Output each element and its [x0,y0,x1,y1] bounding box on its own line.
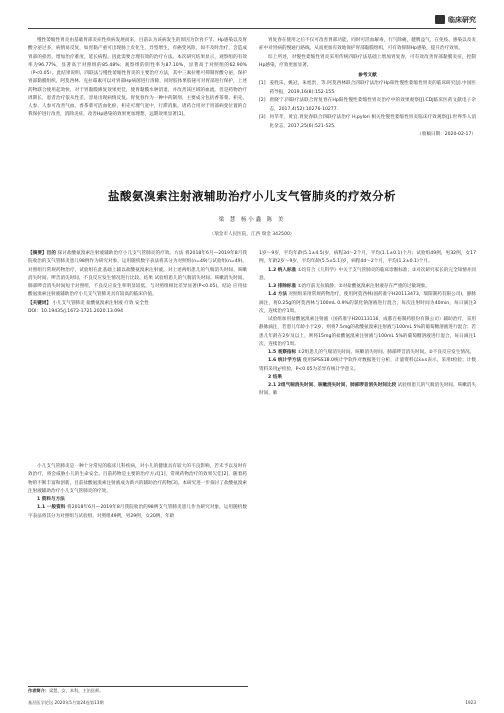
abstract-paragraph [28,250,247,300]
abstract-goal-label: 目的 [46,251,56,256]
reference-item [259,80,476,97]
received-date: （收稿日期：2020-02-17） [417,132,476,138]
inclusion-title: 1.2 纳入标准 [268,267,297,273]
author-note [28,687,248,694]
results-title: 2.1 2组气喘消失时间、咳嗽消失时间、肺部啰音消失时间比较 [268,383,397,388]
top-right-column [259,37,476,140]
article-affiliation: （瑞金市人民医院，江西 瑞金 342500） [209,232,295,237]
conclusion-paragraph-2: 综上所述，对慢性萎缩性胃炎采用传统四联疗法基础上增加胃复春，可有效改善胃部黏膜炎症，控制Hp感染，疗效更加显著。 [259,54,476,68]
results-text: 试验组患儿的气喘消失时间、咳嗽消失时间、肺 [259,383,477,397]
reference-number: [1] [259,81,266,87]
section-1-1-paragraph [28,504,247,521]
reference-text: 姜胜乐，姚冠，朱旭贵，等.阿莫西林联合四联疗法治疗Hp阳性慢性萎缩性胃炎的临床研究[J].中国医药导报，2019,16(8):152-155. [269,81,476,95]
keywords-label: 【关键词】 [28,300,51,306]
intro-paragraph: 小儿支气管肺炎是一种十分常见的临床儿科疾病，对小儿的健康具有较大的不良影响，若未予以及时有效治疗，将会威胁小儿的生命安全。目前药物是主要的治疗方式[1]，常规药物治疗的效果欠佳[2]，随着药物的不断丰富和创新，目前盐酸氨溴索注射液成为新兴的辅助治疗药物[3]。本研究进一步探讨了盐酸氨溴索注射液辅助治疗小儿支气管肺炎的疗效。 [28,464,247,494]
reference-number: [2] [259,98,266,104]
top-left-column [28,37,247,120]
author-note-box [28,686,248,694]
abstract-block [28,250,247,316]
reference-item [259,97,476,114]
keywords-text: 小儿支气管肺炎 盐酸氨溴索注射液 疗效 安全性 [52,300,149,306]
inclusion-text: ①均符合《儿科学》中关于支气管肺炎的临床诊断标准；②对次研究家长的完全知情并同意。 [259,267,476,281]
exclusion-paragraph [259,283,476,291]
reference-text: 唐晓宁.四联疗法联合胃复春在Hp阳性慢性萎缩性胃炎治疗中的效果观察[J].CDJ临床医药文献电子杂志，2017,4(52):10276-10277. [269,98,476,112]
results-paragraph [259,382,476,399]
intro-block [28,463,247,521]
method-paragraph [259,291,476,316]
method-title: 1.4 方法 [268,292,287,298]
observation-text: ①2组患儿的气喘消失时间、咳嗽消失时间、肺部啰音消失时间。②不良反应发生情况。 [297,350,475,355]
references-title: 参考文献 [358,73,377,78]
section-header [435,14,476,25]
abstract-text: 探讨盐酸氨溴索注射液辅助治疗小儿支气管肺炎的疗效。方法 将2018年6月—2019年8月我院收治的支气管肺炎患儿98例作为研究对象，运用随机数字表法将其分为对照组(n=49)与试验组(n=49)。对照组行常规药物治疗，试验组在此基础上辅以盐酸氨溴索注射液，对上述两组患儿的气喘消失时间、咳嗽消失时间、啰音消失时间、不良反应发生情况进行比较。结果 试验组患儿的气喘消失时间、咳嗽消失时间、肺部啰音消失时间短于对照组，不良反应发生率明显较低，与对照组相比差异显著(P<0.05)。结论 应用盐酸氨溴索注射液辅助治疗小儿支气管肺炎具有较高的临床价值。 [28,251,247,298]
section-tag: 临床研究 [448,15,476,24]
statistics-text: 使用SPSS18.0统计学软件对数据进行分析，计量资料以x̄±s表示，采用t检验；计数资料采用χ²检验，P<0.05为差异有统计学意义。 [259,358,476,372]
section-1-title: 1 资料与方法 [37,497,65,502]
author-note-text: 梁慧，女，本科，主治医师。 [48,688,104,693]
article-authors: 梁 慧 杨小鑫 陈 美 [218,217,286,223]
reference-item [259,114,476,131]
method-trial-paragraph: 试验组加用盐酸氨溴索注射液（国药准字H20113116，成都百裕制药股份有限公司）辅助治疗，采用静脉滴注，若患儿年龄小于2岁，则将7.5mg的盐酸氨溴索注射液与100mL 5%的葡萄糖溶液进行混合；若患儿年龄在2岁及以上，则将15mg的盐酸氨溴索注射液与100mL 5%的葡萄糖溶液进行混合，每日滴注1次，连续治疗1周。 [259,317,476,347]
reference-number: [3] [259,115,266,121]
journal-info: 基层医学论坛 2020年5月第24卷第13期 [28,700,104,705]
page-number: 1923 [465,700,476,705]
inclusion-paragraph [259,267,476,284]
keywords-paragraph [28,300,247,308]
exclusion-text: ①治疗前无抗镇静；②对盐酸氨溴索注射液存在严重的过敏现象。 [297,284,430,289]
reference-text: 何莘莘，黄宜.胃复春联合四联疗法治疗 H.pylori 相关性慢性萎缩性胃炎临床疗效观察[J].世界华人消化杂志，2017,25(6):521-525. [269,115,476,129]
demographics-paragraph: 1岁～9岁，平均年龄(5.1±4.5)岁，病程3d～2个月，平均(1.1±0.1)个月；试验组49例，男32例，女17例，年龄2岁～9岁，平均年龄(5.5±5.1)岁，病程4d～2个月，平均(1.2±0.1)个月。 [259,251,476,265]
method-text: 对照组采用常规药物治疗，使用阿莫西林(国药准字H20113473，瑞阳制药有限公司)，静脉滴注，将0.25g的阿莫西林与100mL 0.9%的氯化钠溶液进行混合，每次注射时间为40min，每日滴注3次，连续治疗1周。 [259,292,476,314]
abstract-label: 【摘要】 [28,251,47,256]
section-icon [435,15,445,24]
doi: DOI：10.19435/j.1672-1721.2020.13.094 [28,308,124,314]
article-right-column [259,250,476,399]
exclusion-title: 1.3 排除标准 [268,284,297,289]
section-1-1-text: 将2018年6月—2019年8月我院收治的98例支气管肺炎患儿作为研究对象，运用随机数字表法将其分为对照组与试验组。对照组49例，男29例，女20例，年龄 [28,505,247,519]
header-rule [28,28,476,29]
section-2-title: 2 结果 [268,374,282,380]
references-list [259,80,476,131]
section-1-1-title: 1.1 一般资料 [37,505,66,511]
continued-paragraph: 慢性萎缩性胃炎由基础胃部炎症性疾病发展而来，目前认为该病发生的原因为饮食不节、Hp感染以及胃酸分泌过多，病情易反复，如胃黏产重可出现肠上皮化生、异型增生，有癌变风险，如不及时治疗，会造成胃部的损害，增加治疗难度，延长病程，因此需要合理有效的治疗方法。本次研究结果显示，观察组的有效率为96.77%，显著高于对照组的85.48%；观察组的阴性率为87.10%，显著高于对照组的62.90%（P<0.05）。此结果说明，四联法与慢性萎缩性胃炎的主要治疗方法，其中三素拉唑可抑制胃酸分泌，保护胃部黏膜组织，阿莫西林、克拉霉素可以对胃部Hp病菌进行清除，同时胶体果胶铋可对胃部进行保护，上述药物联合使用起效快，对于胃黏膜修复效果更佳，使胃黏膜水肿消退，并改善该区域的血流，但是药物治疗周期长，患者治疗依从性差，容易出现病情反复。胃复春作为一种中药制剂，主要成分包括香茶菜、枳壳、人参，人参可改善气血，香茶菜可活血化瘀，枳壳可理气宽中，行滞消胀，诸药合用对于胃部病变位置的自我保护进行改善，消除炎症，改善Hp感染的效果更加理想，远期效果显著[1]。 [28,38,247,118]
observation-paragraph [259,349,476,357]
article-title: 盐酸氨溴索注射液辅助治疗小儿支气管肺炎的疗效分析 [108,189,396,203]
conclusion-paragraph-1: 胃复春在使用之后不仅可改善胃部功能，同时可活血解毒，行气除痛，健脾益气，在免疫、感染以及炎症中对胃病的慢通行路线。从而更加有效地保护胃部黏膜组织，可有效抑制Hp感染，提升治疗效果。 [259,38,476,52]
statistics-paragraph [259,357,476,374]
statistics-title: 1.6 统计学方法 [268,358,302,364]
author-note-label: 作者简介： [28,688,49,693]
observation-title: 1.5 观察指标 [268,350,297,355]
